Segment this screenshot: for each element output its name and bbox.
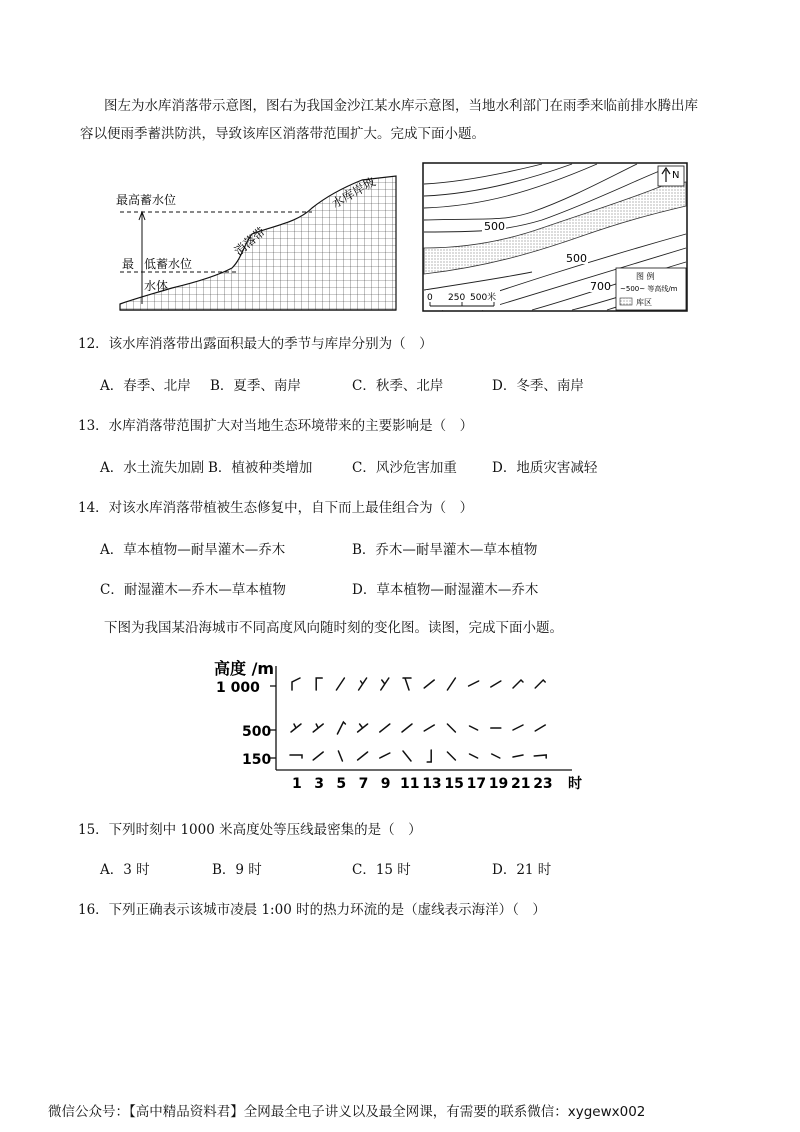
wind-barb-500-11 bbox=[402, 724, 412, 732]
x-label-15: 15 bbox=[444, 776, 464, 792]
contour-700: 700 bbox=[590, 280, 611, 293]
wind-barb-1000-9 bbox=[381, 678, 389, 690]
wind-barb-1000-21 bbox=[513, 680, 523, 688]
contour-500-a: 500 bbox=[484, 220, 505, 233]
label-max-level: 最高蓄水位 bbox=[116, 193, 177, 207]
question-15-option-c[interactable]: C．15 时 bbox=[352, 862, 411, 878]
wind-barb-500-1 bbox=[291, 724, 301, 732]
question-12-option-a[interactable]: A．春季、北岸 bbox=[100, 378, 191, 394]
question-15-option-a[interactable]: A．3 时 bbox=[100, 862, 150, 878]
question-14-option-c[interactable]: C．耐湿灌木—乔木—草本植物 bbox=[100, 582, 286, 598]
question-13-option-b[interactable]: B．植被种类增加 bbox=[208, 460, 313, 476]
question-14-option-b[interactable]: B．乔木—耐旱灌木—草本植物 bbox=[352, 542, 538, 558]
drawdown-zone-figure bbox=[112, 168, 402, 314]
wind-barb-150-3 bbox=[313, 752, 323, 760]
wind-barb-500-5 bbox=[337, 722, 345, 734]
wind-direction-chart bbox=[210, 654, 590, 796]
wind-barb-150-19 bbox=[492, 754, 500, 758]
intro-2: 下图为我国某沿海城市不同高度风向随时刻的变化图。读图，完成下面小题。 bbox=[104, 620, 563, 636]
question-15-option-b[interactable]: B．9 时 bbox=[212, 862, 262, 878]
wind-barb-150-1 bbox=[290, 755, 302, 758]
wind-barb-500-7 bbox=[358, 724, 368, 732]
wind-barb-1000-15 bbox=[447, 678, 455, 690]
wind-barb-500-15 bbox=[447, 724, 455, 732]
legend-title: 图 例 bbox=[636, 272, 655, 281]
wind-barb-1000-13 bbox=[424, 680, 434, 688]
scale-500: 500米 bbox=[470, 293, 497, 303]
wind-barb-150-7 bbox=[358, 752, 368, 760]
x-label-23: 23 bbox=[533, 776, 553, 792]
question-14-option-d[interactable]: D．草本植物—耐湿灌木—乔木 bbox=[352, 582, 539, 598]
wind-barb-150-11 bbox=[403, 751, 411, 761]
wind-barb-1000-19 bbox=[491, 681, 501, 687]
question-12-option-b[interactable]: B．夏季、南岸 bbox=[210, 378, 301, 394]
x-axis-unit: 时 bbox=[568, 776, 582, 792]
wind-barb-500-9 bbox=[380, 724, 390, 732]
legend-contour: ~500~ 等高线/m bbox=[620, 285, 678, 293]
x-label-17: 17 bbox=[466, 776, 487, 792]
wind-barb-500-3 bbox=[313, 724, 323, 732]
question-12-option-d[interactable]: D．冬季、南岸 bbox=[492, 378, 584, 394]
question-16-stem: 16．下列正确表示该城市凌晨 1:00 时的热力环流的是（虚线表示海洋）（ ） bbox=[78, 902, 546, 918]
scale-250: 250 bbox=[448, 293, 466, 303]
wind-barb-500-21 bbox=[513, 725, 523, 730]
label-min-prefix: 最 bbox=[122, 257, 135, 271]
question-13-stem: 13．水库消落带范围扩大对当地生态环境带来的主要影响是（ ） bbox=[78, 418, 474, 434]
x-label-19: 19 bbox=[488, 776, 509, 792]
wind-barb-500-23 bbox=[535, 725, 545, 731]
question-14-option-a[interactable]: A．草本植物—耐旱灌木—乔木 bbox=[100, 542, 286, 558]
x-label-3: 3 bbox=[314, 776, 324, 792]
label-drawdown-zone: 消落带 bbox=[231, 224, 268, 259]
x-label-13: 13 bbox=[422, 776, 442, 792]
wind-barb-150-15 bbox=[447, 752, 455, 760]
label-reservoir-bank: 水库岸坡 bbox=[329, 174, 378, 211]
question-13-option-d[interactable]: D．地质灾害减轻 bbox=[492, 460, 598, 476]
x-label-7: 7 bbox=[358, 776, 369, 792]
wind-barb-150-5 bbox=[338, 751, 342, 761]
wind-barb-150-21 bbox=[513, 755, 523, 757]
question-15-option-d[interactable]: D．21 时 bbox=[492, 862, 552, 878]
y-axis-title: 高度 /m bbox=[214, 659, 275, 678]
wind-barb-150-9 bbox=[380, 753, 390, 758]
label-water-body: 水体 bbox=[144, 279, 169, 293]
scale-0: 0 bbox=[427, 293, 433, 303]
label-min-level: 低蓄水位 bbox=[144, 257, 193, 271]
x-label-11: 11 bbox=[400, 776, 420, 792]
wind-barb-500-13 bbox=[424, 725, 434, 731]
north-label: N bbox=[672, 170, 680, 181]
x-label-9: 9 bbox=[380, 776, 391, 792]
contour-500-b: 500 bbox=[566, 252, 587, 265]
legend-reservoir: 库区 bbox=[636, 298, 652, 307]
y-label-1000: 1 000 bbox=[216, 680, 260, 696]
wind-barb-1000-17 bbox=[469, 681, 479, 686]
question-15-stem: 15．下列时刻中 1000 米高度处等压线最密集的是（ ） bbox=[78, 822, 422, 838]
wind-barb-150-17 bbox=[470, 754, 478, 758]
wind-barb-1000-7 bbox=[359, 678, 367, 690]
intro-line-2: 容以便雨季蓄洪防洪，导致该库区消落带范围扩大。完成下面小题。 bbox=[80, 126, 485, 142]
wind-barb-150-23 bbox=[534, 755, 546, 758]
question-13-option-a[interactable]: A．水土流失加剧 bbox=[100, 460, 205, 476]
wind-barb-1000-3 bbox=[316, 678, 322, 690]
wind-barb-1000-1 bbox=[292, 678, 300, 690]
question-12-option-c[interactable]: C．秋季、北岸 bbox=[352, 378, 444, 394]
question-12-stem: 12．该水库消落带出露面积最大的季节与库岸分别为（ ） bbox=[78, 336, 433, 352]
wind-barb-1000-23 bbox=[535, 680, 545, 688]
wind-barb-1000-11 bbox=[403, 678, 411, 690]
question-14-stem: 14．对该水库消落带植被生态修复中，自下而上最佳组合为（ ） bbox=[78, 500, 474, 516]
intro-line-1: 图左为水库消落带示意图，图右为我国金沙江某水库示意图，当地水利部门在雨季来临前排水腾出库 bbox=[104, 98, 698, 114]
wind-barb-150-13 bbox=[427, 750, 431, 762]
wind-barb-1000-5 bbox=[336, 678, 344, 690]
reservoir-map-figure bbox=[422, 162, 688, 312]
wind-barb-500-17 bbox=[470, 726, 478, 730]
footer-note: 微信公众号：【高中精品资料君】全网最全电子讲义以及最全网课，有需要的联系微信：xygewx002 bbox=[48, 1104, 646, 1120]
question-13-option-c[interactable]: C．风沙危害加重 bbox=[352, 460, 457, 476]
x-label-1: 1 bbox=[292, 776, 302, 792]
y-label-500: 500 bbox=[242, 724, 272, 740]
x-label-21: 21 bbox=[511, 776, 531, 792]
y-label-150: 150 bbox=[242, 752, 272, 768]
x-label-5: 5 bbox=[336, 776, 347, 792]
